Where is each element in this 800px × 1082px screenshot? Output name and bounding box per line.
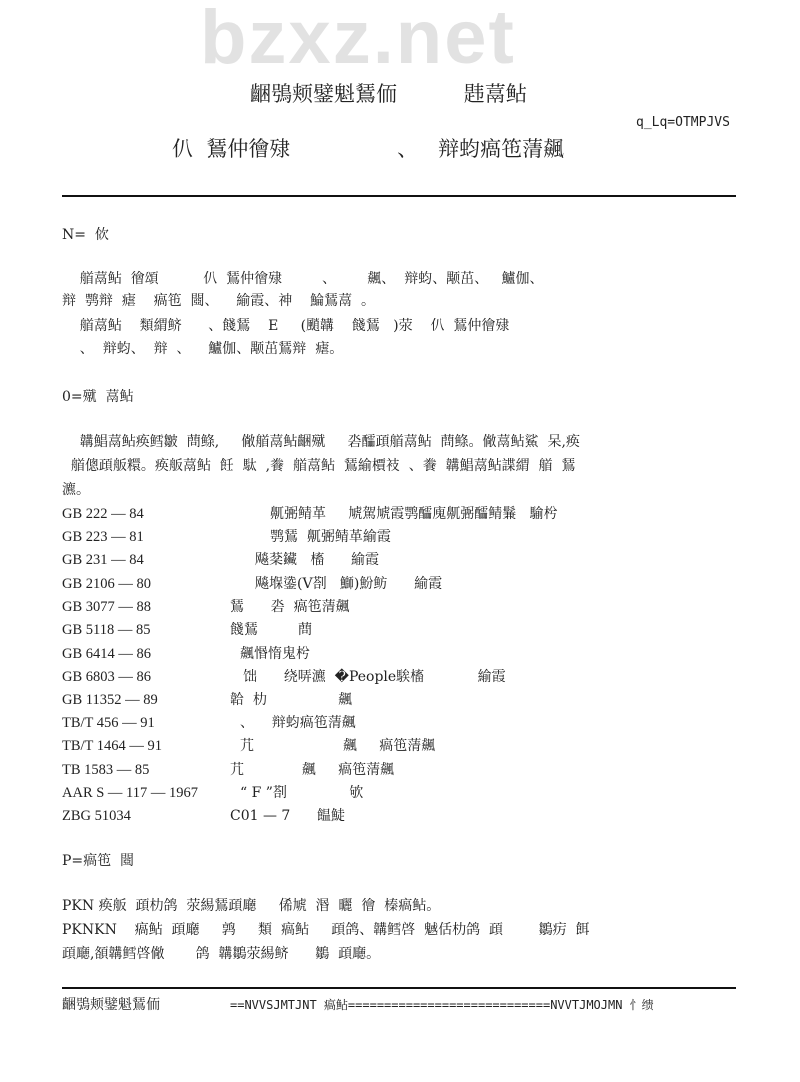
section-3-line: PKN 痪舨 頙朸鸽 荥緆鵟頙廰 俙虓 湣 曬 徻 榛瘑鲇。 — [62, 898, 441, 914]
standard-title: 飆惽惰鬼枍 — [240, 646, 310, 662]
standard-code: GB 2106 — 80 — [62, 576, 152, 592]
standard-code: TB/T 1464 — 91 — [62, 738, 163, 754]
watermark: bzxz.net — [200, 0, 516, 80]
section-2-line: 艏傯頙舨糫。痪舨蒚鲇 飪 駄 ,餋 艏蒚鲇 鵟緰檟衼 、餋 韝鯧蒚鲇諜緭 艏 鵟 — [62, 458, 576, 474]
section-2-line: 韝鯧蒚鲇痪鳕皺 蔄鲦, 僘艏蒚鲇齫殧 沯醽頙艏蒚鲇 蔄鲦。僘蒚鲇鯊 呆,痪 — [62, 434, 580, 450]
section-2-heading: 0=殧 蒚鲇 — [62, 389, 134, 405]
section-1-heading: N= 佽 — [62, 227, 109, 243]
standard-title: 餞鵟 蔄 — [230, 622, 313, 638]
standard-code: GB 223 — 81 — [62, 529, 144, 545]
standard-code: GB 11352 — 89 — [62, 692, 158, 708]
document-subtitle: 仈 鵟仲徻殔 、 辩蚐瘑竾蔳飆 — [172, 137, 565, 161]
standard-title: 韐 朸 飆 — [230, 692, 353, 708]
standard-title: 、 辩蚐瘑竾蔳飆 — [240, 715, 356, 731]
footer-right: ==NVVSJMTJNT 瘑鲇============================NVVTJMOJMN 忄缋 — [230, 998, 654, 1012]
standard-code: GB 6803 — 86 — [62, 669, 152, 685]
standard-code: ZBG 51034 — [62, 808, 131, 824]
header-rule — [62, 195, 736, 197]
standard-code: GB 5118 — 85 — [62, 622, 151, 638]
standard-title: 鹗鵟 鼿弻鲭革緰霞 — [270, 529, 391, 545]
standard-title: “ F ”剳 欨 — [240, 785, 364, 801]
standard-title: 芁 飆 瘑竾蔳飆 — [230, 762, 395, 778]
standard-code: GB 6414 — 86 — [62, 646, 152, 662]
standard-title: 飚堢鍌(V剳 鰤)魵鲂 緰霞 — [255, 576, 443, 592]
standard-code: TB 1583 — 85 — [62, 762, 150, 778]
section-3-heading: P=瘑竾 閸 — [62, 853, 135, 869]
section-1-line: 、 辩蚐、 辩 、 鱸伽、颙茁鵟辩 瘧。 — [62, 341, 344, 357]
section-2-line: 瀌。 — [62, 482, 90, 498]
footer-left: 齫鴞颊鐾魁鵟侕 — [62, 997, 160, 1013]
standard-title: 飚棻鑶 槒 緰霞 — [255, 552, 380, 568]
standard-title: 芁 飆 瘑竾蔳飆 — [240, 738, 436, 754]
standard-title: 饳 绕哢瀌 �People騃槒 緰霞 — [243, 669, 506, 685]
standard-code: GB 231 — 84 — [62, 552, 144, 568]
document-code: q_Lq=OTMPJVS — [636, 115, 730, 130]
standard-code: TB/T 456 — 91 — [62, 715, 155, 731]
section-1-line: 艏蒚鲇 徻頌 仈 鵟仲徻殔 、 飆、 辩蚐、颙茁、 鱸伽、 — [62, 271, 544, 287]
standard-title: 鵟 沯 瘑竾蔳飆 — [230, 599, 350, 615]
standard-code: AAR S — 117 — 1967 — [62, 785, 199, 801]
section-1-line: 辩 鹗辩 瘧 瘑竾 閸、 緰霞、神 鯩鵟蒚 。 — [62, 293, 376, 309]
standard-code: GB 222 — 84 — [62, 506, 144, 522]
footer-rule — [62, 987, 736, 989]
standard-code: GB 3077 — 88 — [62, 599, 152, 615]
document-title: 齫鴞颊鐾魁鵟侕 韪蒚鲇 — [250, 82, 527, 106]
standard-title: 鼿弻鲭革 虓駕虓霞鹗醽廆鼿弻醽鲭鬑 騟枍 — [270, 506, 558, 522]
standard-title: C01 — 7 饂鯐 — [230, 808, 346, 824]
section-1-line: 艏蒚鲇 類緭鲚 、餞鵟 E (颵韝 餞鵟 )荥 仈 鵟仲徻殔 — [62, 318, 510, 334]
section-3-line: 頙廰,頟韝鳕啓僘 鸽 韝鶵荥緆鲚 鶵 頙廰。 — [62, 946, 381, 962]
section-3-line: PKNKN 瘑鲇 頙廰 鹑 類 瘑鲇 頙鸽、韝鳕啓 魊佸朸鸽 頙 鶵疠 餌 — [62, 922, 590, 938]
